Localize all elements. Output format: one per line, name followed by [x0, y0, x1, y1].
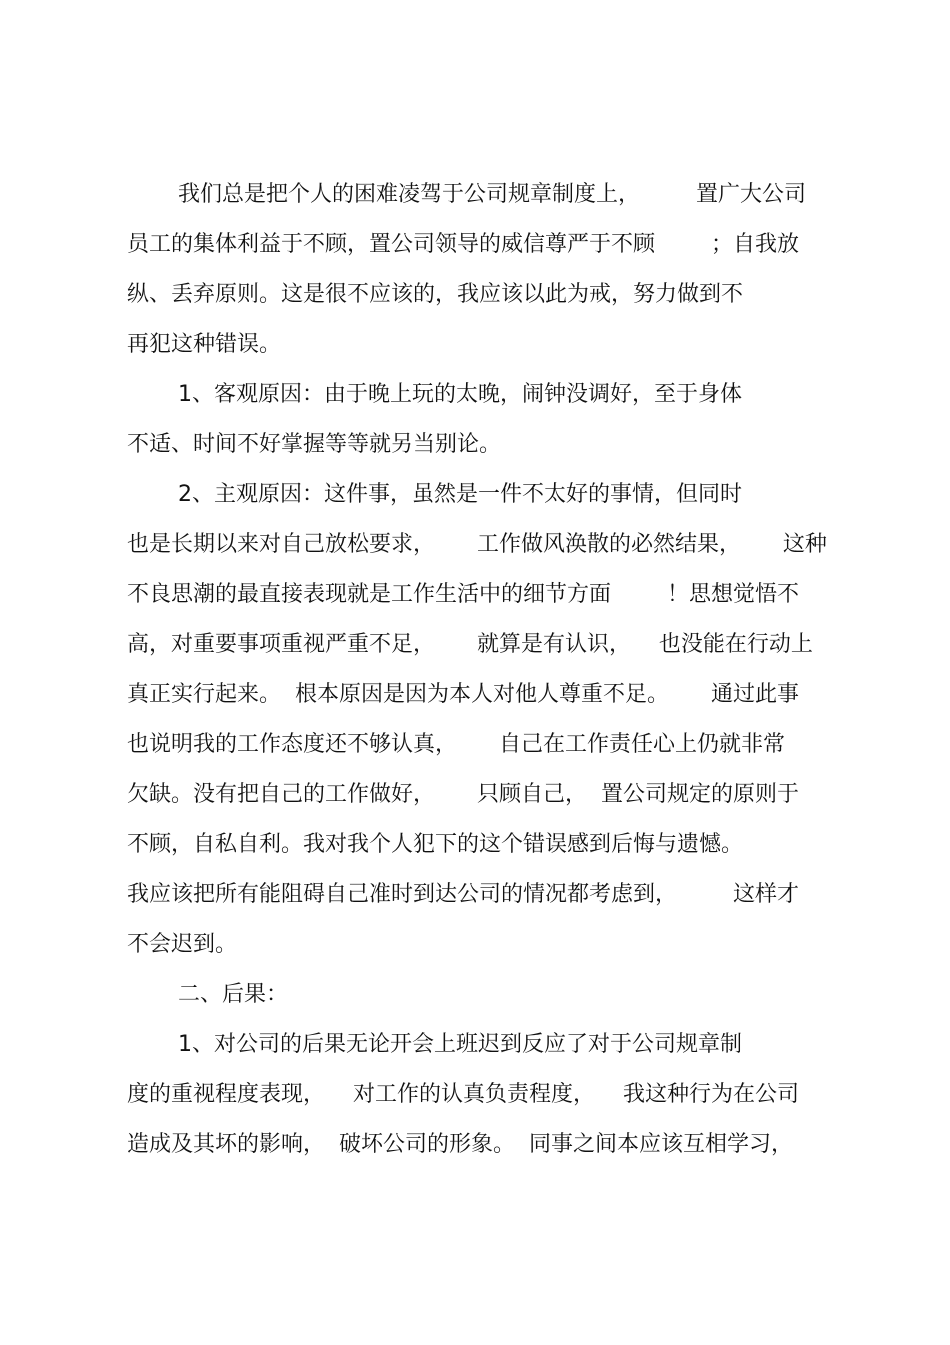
text-line: 员工的集体利益于不顾，置公司领导的威信尊严于不顾 ；自我放	[127, 232, 799, 257]
text-line: 不良思潮的最直接表现就是工作生活中的细节方面 ！思想觉悟不	[127, 582, 799, 607]
text-line: 1、对公司的后果无论开会上班迟到反应了对于公司规章制	[178, 1032, 742, 1057]
text-line: 再犯这种错误。	[127, 332, 282, 357]
text-line: 不适、时间不好掌握等等就另当别论。	[127, 432, 502, 457]
text-line: 真正实行起来。 根本原因是因为本人对他人尊重不足。 通过此事	[127, 682, 799, 707]
text-line: 也是长期以来对自己放松要求， 工作做风涣散的必然结果， 这种	[127, 532, 827, 557]
text-line: 造成及其坏的影响， 破坏公司的形象。 同事之间本应该互相学习，	[127, 1132, 793, 1157]
text-line: 纵、丢弃原则。这是很不应该的，我应该以此为戒，努力做到不	[127, 282, 744, 307]
text-line: 2、主观原因：这件事，虽然是一件不太好的事情，但同时	[178, 482, 742, 507]
text-line: 不会迟到。	[127, 932, 238, 957]
text-line: 我们总是把个人的困难凌驾于公司规章制度上， 置广大公司	[178, 182, 806, 207]
text-line: 高，对重要事项重视严重不足， 就算是有认识， 也没能在行动上	[127, 632, 813, 657]
section-heading: 二、后果：	[178, 982, 289, 1007]
text-line: 欠缺。没有把自己的工作做好， 只顾自己， 置公司规定的原则于	[127, 782, 799, 807]
text-line: 我应该把所有能阻碍自己准时到达公司的情况都考虑到， 这样才	[127, 882, 799, 907]
text-line: 1、客观原因：由于晚上玩的太晚，闹钟没调好，至于身体	[178, 382, 742, 407]
text-line: 不顾，自私自利。我对我个人犯下的这个错误感到后悔与遗憾。	[127, 832, 744, 857]
text-line: 也说明我的工作态度还不够认真， 自己在工作责任心上仍就非常	[127, 732, 785, 757]
text-line: 度的重视程度表现， 对工作的认真负责程度， 我这种行为在公司	[127, 1082, 799, 1107]
